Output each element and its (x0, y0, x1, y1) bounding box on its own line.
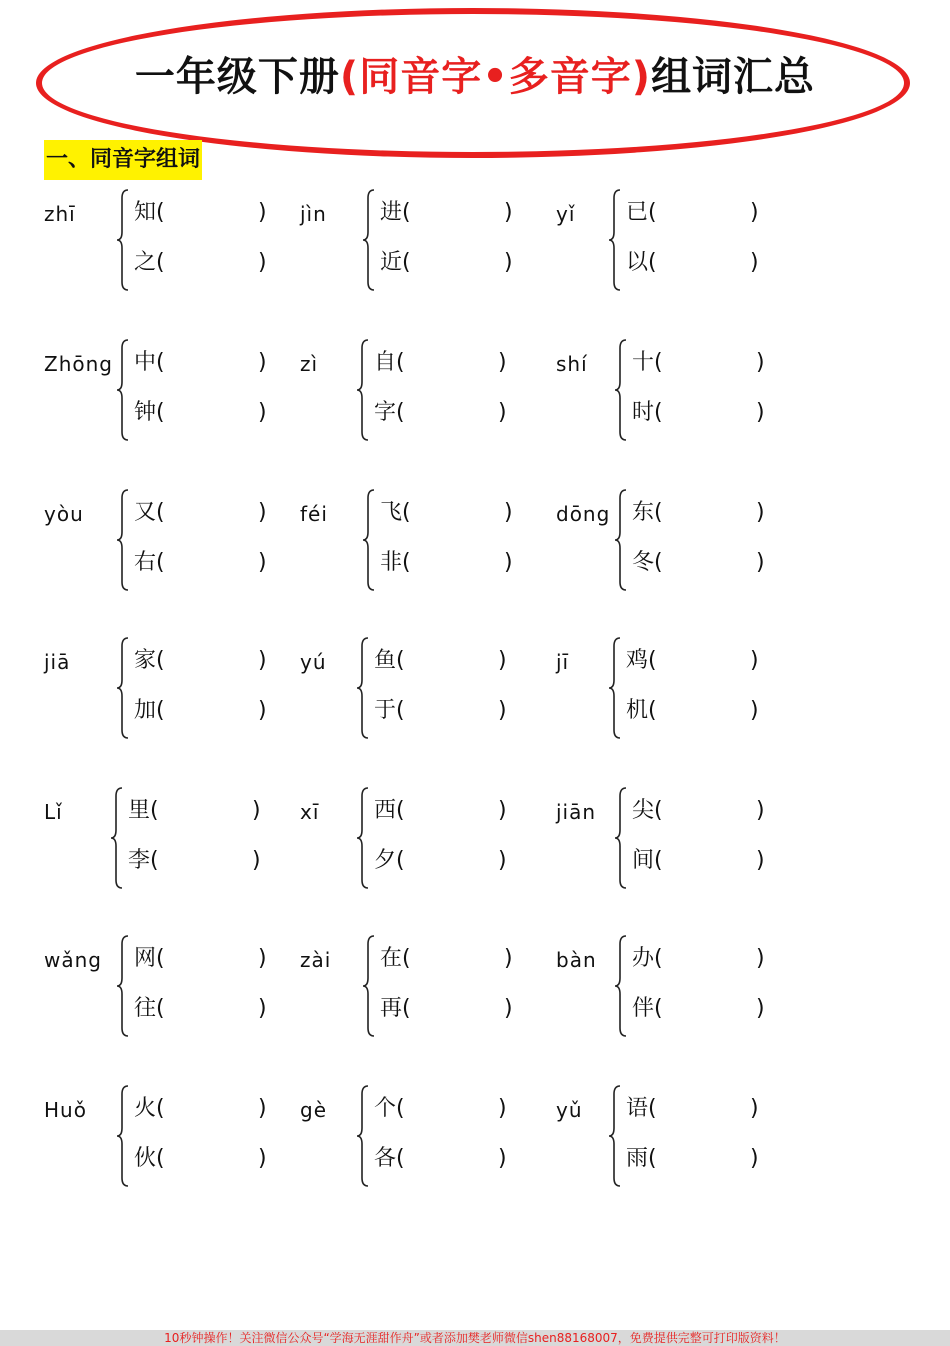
open-paren: ( (402, 550, 411, 575)
word-entry[interactable] (134, 398, 304, 428)
word-entry[interactable] (626, 1144, 796, 1174)
close-paren: ) (498, 698, 507, 723)
hanzi-char: 中 (134, 350, 157, 375)
close-paren: ) (498, 400, 507, 425)
open-paren: ( (156, 1146, 165, 1171)
word-entry[interactable] (626, 1094, 796, 1124)
open-paren: ( (402, 996, 411, 1021)
pinyin-label: dōng (556, 502, 611, 526)
pinyin-label: yòu (44, 502, 84, 526)
word-entry[interactable] (374, 796, 544, 826)
pinyin-label: jiā (44, 650, 71, 674)
hanzi-char: 冬 (632, 550, 655, 575)
word-group (556, 488, 806, 598)
hanzi-char: 尖 (632, 798, 655, 823)
word-entry[interactable] (632, 398, 802, 428)
brace-bracket (356, 786, 370, 890)
close-paren: ) (750, 648, 759, 673)
close-paren: ) (258, 946, 267, 971)
hanzi-char: 加 (134, 698, 157, 723)
hanzi-char: 网 (134, 946, 157, 971)
word-group (300, 786, 550, 896)
open-paren: ( (654, 550, 663, 575)
word-entry[interactable] (632, 994, 802, 1024)
close-paren: ) (756, 798, 765, 823)
brace-bracket (116, 188, 130, 292)
hanzi-char: 时 (632, 400, 655, 425)
close-paren: ) (258, 648, 267, 673)
word-entry[interactable] (134, 1144, 304, 1174)
word-entry[interactable] (626, 696, 796, 726)
open-paren: ( (156, 648, 165, 673)
close-paren: ) (258, 400, 267, 425)
hanzi-char: 知 (134, 200, 157, 225)
word-entry[interactable] (128, 846, 298, 876)
close-paren: ) (258, 550, 267, 575)
pinyin-label: jī (556, 650, 570, 674)
word-entry[interactable] (374, 348, 544, 378)
close-paren: ) (498, 1096, 507, 1121)
brace-bracket (116, 488, 130, 592)
brace-bracket (614, 786, 628, 890)
hanzi-char: 之 (134, 250, 157, 275)
word-entry[interactable] (128, 796, 298, 826)
close-paren: ) (756, 400, 765, 425)
close-paren: ) (498, 798, 507, 823)
word-group (44, 1084, 294, 1194)
word-entry[interactable] (626, 198, 796, 228)
brace-bracket (356, 1084, 370, 1188)
open-paren: ( (396, 648, 405, 673)
open-paren: ( (150, 798, 159, 823)
pinyin-label: bàn (556, 948, 597, 972)
close-paren: ) (258, 1146, 267, 1171)
open-paren: ( (396, 798, 405, 823)
close-paren: ) (756, 996, 765, 1021)
brace-bracket (608, 636, 622, 740)
brace-bracket (608, 1084, 622, 1188)
close-paren: ) (252, 848, 261, 873)
hanzi-char: 伙 (134, 1146, 157, 1171)
hanzi-char: 间 (632, 848, 655, 873)
open-paren: ( (156, 400, 165, 425)
word-group (300, 636, 550, 746)
title-part-2: (同音字•多音字) (339, 54, 652, 100)
open-paren: ( (648, 250, 657, 275)
word-group (556, 636, 806, 746)
word-group (44, 338, 294, 448)
open-paren: ( (396, 698, 405, 723)
hanzi-char: 又 (134, 500, 157, 525)
pinyin-label: xī (300, 800, 320, 824)
pinyin-label: jiān (556, 800, 597, 824)
hanzi-char: 飞 (380, 500, 403, 525)
close-paren: ) (750, 698, 759, 723)
open-paren: ( (156, 550, 165, 575)
open-paren: ( (654, 400, 663, 425)
pinyin-label: Lǐ (44, 800, 63, 824)
word-group (556, 188, 806, 298)
word-group (44, 188, 294, 298)
word-entry[interactable] (632, 548, 802, 578)
brace-bracket (608, 188, 622, 292)
brace-bracket (614, 934, 628, 1038)
word-entry[interactable] (374, 1144, 544, 1174)
word-group (300, 338, 550, 448)
word-group (556, 338, 806, 448)
word-entry[interactable] (134, 198, 304, 228)
word-entry[interactable] (380, 498, 550, 528)
open-paren: ( (648, 1146, 657, 1171)
open-paren: ( (396, 1146, 405, 1171)
word-entry[interactable] (374, 846, 544, 876)
word-entry[interactable] (374, 646, 544, 676)
brace-bracket (356, 338, 370, 442)
hanzi-char: 鱼 (374, 648, 397, 673)
word-entry[interactable] (134, 994, 304, 1024)
pinyin-label: féi (300, 502, 328, 526)
open-paren: ( (396, 848, 405, 873)
word-group (300, 488, 550, 598)
word-entry[interactable] (134, 944, 304, 974)
close-paren: ) (756, 350, 765, 375)
pinyin-label: jìn (300, 202, 327, 226)
close-paren: ) (258, 698, 267, 723)
word-entry[interactable] (134, 498, 304, 528)
open-paren: ( (648, 648, 657, 673)
close-paren: ) (504, 500, 513, 525)
word-entry[interactable] (380, 994, 550, 1024)
pinyin-label: Zhōng (44, 352, 113, 376)
hanzi-char: 以 (626, 250, 649, 275)
word-entry[interactable] (134, 1094, 304, 1124)
brace-bracket (116, 1084, 130, 1188)
close-paren: ) (756, 500, 765, 525)
brace-bracket (116, 934, 130, 1038)
open-paren: ( (156, 698, 165, 723)
close-paren: ) (756, 550, 765, 575)
hanzi-char: 各 (374, 1146, 397, 1171)
open-paren: ( (654, 946, 663, 971)
close-paren: ) (498, 648, 507, 673)
open-paren: ( (654, 848, 663, 873)
hanzi-char: 办 (632, 946, 655, 971)
close-paren: ) (258, 350, 267, 375)
word-entry[interactable] (134, 248, 304, 278)
brace-bracket (116, 338, 130, 442)
hanzi-char: 鸡 (626, 648, 649, 673)
close-paren: ) (756, 848, 765, 873)
word-entry[interactable] (134, 548, 304, 578)
hanzi-char: 里 (128, 798, 151, 823)
hanzi-char: 钟 (134, 400, 157, 425)
word-group (44, 934, 294, 1044)
pinyin-label: zài (300, 948, 332, 972)
word-entry[interactable] (380, 198, 550, 228)
word-entry[interactable] (380, 248, 550, 278)
section-heading: 一、同音字组词 (44, 140, 202, 180)
open-paren: ( (654, 996, 663, 1021)
brace-bracket (614, 338, 628, 442)
word-entry[interactable] (632, 796, 802, 826)
word-entry[interactable] (134, 348, 304, 378)
pinyin-label: gè (300, 1098, 327, 1122)
word-entry[interactable] (626, 646, 796, 676)
open-paren: ( (156, 1096, 165, 1121)
hanzi-char: 再 (380, 996, 403, 1021)
close-paren: ) (504, 200, 513, 225)
word-group (300, 188, 550, 298)
word-entry[interactable] (632, 846, 802, 876)
word-entry[interactable] (374, 1094, 544, 1124)
open-paren: ( (156, 996, 165, 1021)
open-paren: ( (648, 1096, 657, 1121)
pinyin-label: zì (300, 352, 319, 376)
word-entry[interactable] (380, 944, 550, 974)
pinyin-label: yǔ (556, 1098, 583, 1122)
hanzi-char: 家 (134, 648, 157, 673)
word-entry[interactable] (374, 398, 544, 428)
open-paren: ( (156, 200, 165, 225)
word-entry[interactable] (632, 944, 802, 974)
brace-bracket (614, 488, 628, 592)
hanzi-char: 东 (632, 500, 655, 525)
word-entry[interactable] (374, 696, 544, 726)
close-paren: ) (498, 848, 507, 873)
open-paren: ( (396, 1096, 405, 1121)
close-paren: ) (498, 1146, 507, 1171)
brace-bracket (116, 636, 130, 740)
hanzi-char: 语 (626, 1096, 649, 1121)
open-paren: ( (156, 500, 165, 525)
open-paren: ( (150, 848, 159, 873)
close-paren: ) (750, 1096, 759, 1121)
hanzi-char: 于 (374, 698, 397, 723)
footer-note: 10秒钟操作！关注微信公众号“学海无涯甜作舟”或者添加樊老师微信shen88168007，免费提供完整可打印版资料！ (0, 1330, 950, 1346)
close-paren: ) (258, 200, 267, 225)
brace-bracket (362, 934, 376, 1038)
word-group (556, 1084, 806, 1194)
word-group (300, 1084, 550, 1194)
word-entry[interactable] (632, 498, 802, 528)
hanzi-char: 西 (374, 798, 397, 823)
hanzi-char: 非 (380, 550, 403, 575)
pinyin-label: yǐ (556, 202, 576, 226)
open-paren: ( (396, 400, 405, 425)
pinyin-label: Huǒ (44, 1098, 87, 1122)
hanzi-char: 右 (134, 550, 157, 575)
close-paren: ) (258, 500, 267, 525)
close-paren: ) (258, 1096, 267, 1121)
hanzi-char: 夕 (374, 848, 397, 873)
open-paren: ( (402, 200, 411, 225)
hanzi-char: 个 (374, 1096, 397, 1121)
brace-bracket (356, 636, 370, 740)
word-group (556, 786, 806, 896)
open-paren: ( (654, 798, 663, 823)
hanzi-char: 字 (374, 400, 397, 425)
word-entry[interactable] (380, 548, 550, 578)
pinyin-label: shí (556, 352, 588, 376)
close-paren: ) (756, 946, 765, 971)
pinyin-label: wǎng (44, 948, 102, 972)
open-paren: ( (654, 500, 663, 525)
word-group (44, 488, 294, 598)
hanzi-char: 雨 (626, 1146, 649, 1171)
brace-bracket (362, 488, 376, 592)
hanzi-char: 火 (134, 1096, 157, 1121)
word-group (44, 786, 294, 896)
hanzi-char: 进 (380, 200, 403, 225)
close-paren: ) (504, 946, 513, 971)
open-paren: ( (396, 350, 405, 375)
close-paren: ) (258, 996, 267, 1021)
open-paren: ( (648, 698, 657, 723)
close-paren: ) (258, 250, 267, 275)
hanzi-char: 已 (626, 200, 649, 225)
close-paren: ) (498, 350, 507, 375)
hanzi-char: 十 (632, 350, 655, 375)
pinyin-label: yú (300, 650, 327, 674)
word-group (44, 636, 294, 746)
brace-bracket (362, 188, 376, 292)
word-entry[interactable] (134, 696, 304, 726)
close-paren: ) (252, 798, 261, 823)
open-paren: ( (156, 946, 165, 971)
pinyin-label: zhī (44, 202, 76, 226)
title-part-1: 一年级下册 (134, 54, 340, 100)
brace-bracket (110, 786, 124, 890)
open-paren: ( (156, 350, 165, 375)
hanzi-char: 自 (374, 350, 397, 375)
hanzi-char: 伴 (632, 996, 655, 1021)
close-paren: ) (750, 200, 759, 225)
close-paren: ) (504, 996, 513, 1021)
hanzi-char: 机 (626, 698, 649, 723)
open-paren: ( (402, 500, 411, 525)
open-paren: ( (654, 350, 663, 375)
word-group (300, 934, 550, 1044)
title-part-3: 组词汇总 (651, 54, 816, 100)
open-paren: ( (648, 200, 657, 225)
word-entry[interactable] (632, 348, 802, 378)
open-paren: ( (402, 250, 411, 275)
hanzi-char: 近 (380, 250, 403, 275)
word-entry[interactable] (134, 646, 304, 676)
close-paren: ) (504, 550, 513, 575)
close-paren: ) (750, 1146, 759, 1171)
open-paren: ( (156, 250, 165, 275)
close-paren: ) (750, 250, 759, 275)
hanzi-char: 在 (380, 946, 403, 971)
close-paren: ) (504, 250, 513, 275)
word-group (556, 934, 806, 1044)
word-entry[interactable] (626, 248, 796, 278)
open-paren: ( (402, 946, 411, 971)
hanzi-char: 李 (128, 848, 151, 873)
hanzi-char: 往 (134, 996, 157, 1021)
